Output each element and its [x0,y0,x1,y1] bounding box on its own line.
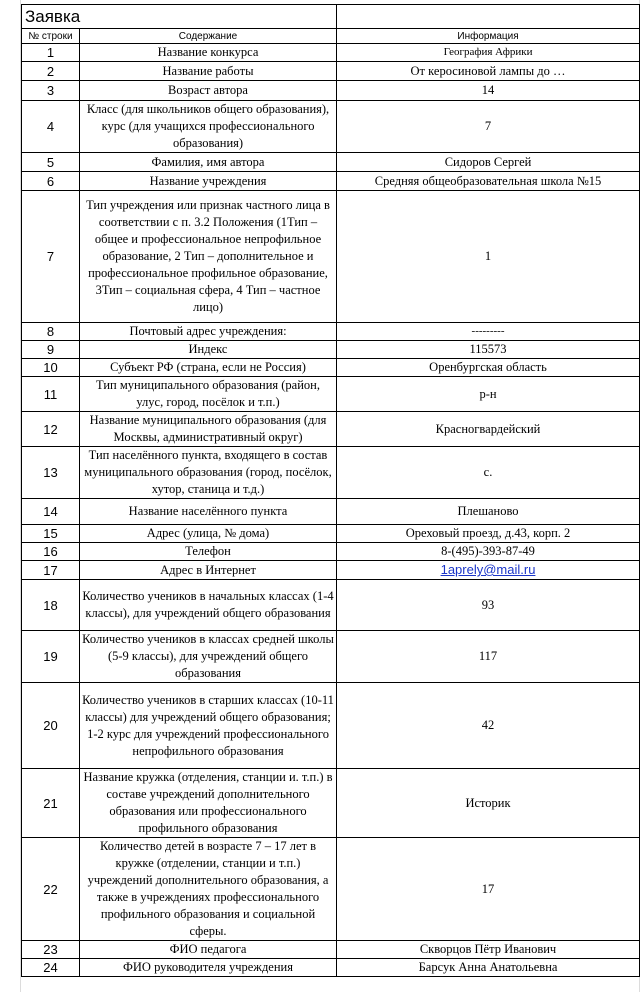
row-content[interactable]: Адрес в Интернет [80,561,337,580]
row-content[interactable]: ФИО руководителя учреждения [80,959,337,977]
row-number[interactable]: 22 [22,838,80,941]
row-number[interactable]: 16 [22,543,80,561]
table-row [22,81,640,101]
row-content[interactable]: Тип населённого пункта, входящего в состав муниципального образования (город, посёлок, хутор, станица и т.д.) [80,447,337,499]
table-row [22,631,640,683]
header-info[interactable]: Информация [337,29,640,44]
header-content[interactable]: Содержание [80,29,337,44]
header-num[interactable]: № строки [22,29,80,44]
table-row [22,341,640,359]
row-info[interactable]: От керосиновой лампы до … [337,62,640,81]
row-number[interactable]: 8 [22,323,80,341]
row-info[interactable]: 42 [337,683,640,769]
row-content[interactable]: Количество детей в возрасте 7 – 17 лет в кружке (отделении, станции и т.п.) учреждений дополнительного образования, а также в учреждениях профессионального профильного образования и социальной сферы. [80,838,337,941]
row-number[interactable]: 3 [22,81,80,101]
table-row [22,323,640,341]
table-row [22,525,640,543]
row-number[interactable]: 2 [22,62,80,81]
row-content[interactable]: Почтовый адрес учреждения: [80,323,337,341]
table-row [22,499,640,525]
row-info[interactable]: 93 [337,580,640,631]
row-content[interactable]: Количество учеников в старших классах (10-11 классы) для учреждений общего образования; 1-2 курс для учреждений профессионального непрофильного образования [80,683,337,769]
row-info[interactable]: Барсук Анна Анатольевна [337,959,640,977]
row-content[interactable]: Количество учеников в начальных классах (1-4 классы), для учреждений общего образования [80,580,337,631]
row-number[interactable]: 14 [22,499,80,525]
row-content[interactable]: Адрес (улица, № дома) [80,525,337,543]
table-row [22,447,640,499]
row-info[interactable]: р-н [337,377,640,412]
row-number[interactable]: 11 [22,377,80,412]
row-info[interactable]: 8-(495)-393-87-49 [337,543,640,561]
row-number[interactable]: 12 [22,412,80,447]
table-row [22,101,640,153]
row-content[interactable]: Субъект РФ (страна, если не Россия) [80,359,337,377]
header-row [22,29,640,44]
row-info[interactable]: Скворцов Пётр Иванович [337,941,640,959]
row-number[interactable]: 21 [22,769,80,838]
table-row [22,838,640,941]
form-title[interactable]: Заявка [22,5,337,29]
row-number[interactable]: 6 [22,172,80,191]
row-info[interactable]: 14 [337,81,640,101]
table-row [22,941,640,959]
table-row [22,377,640,412]
row-content[interactable]: Класс (для школьников общего образования), курс (для учащихся профессионального образования) [80,101,337,153]
row-info[interactable]: 1 [337,191,640,323]
table-row [22,153,640,172]
row-number[interactable]: 23 [22,941,80,959]
row-info[interactable]: Оренбургская область [337,359,640,377]
table-row [22,561,640,580]
table-row [22,191,640,323]
row-content[interactable]: Название конкурса [80,44,337,62]
row-info[interactable]: Средняя общеобразовательная школа №15 [337,172,640,191]
row-info[interactable]: Красногвардейский [337,412,640,447]
row-content[interactable]: Тип муниципального образования (район, улус, город, посёлок и т.п.) [80,377,337,412]
table-row [22,959,640,977]
table-row [22,62,640,81]
row-info[interactable]: 17 [337,838,640,941]
title-row [22,5,640,29]
row-info[interactable]: 115573 [337,341,640,359]
row-content[interactable]: Название учреждения [80,172,337,191]
row-info[interactable]: Историк [337,769,640,838]
table-row [22,543,640,561]
application-form-table [21,4,640,977]
row-number[interactable]: 15 [22,525,80,543]
row-info[interactable]: География Африки [337,44,640,62]
row-info[interactable]: 117 [337,631,640,683]
row-number[interactable]: 10 [22,359,80,377]
table-row [22,359,640,377]
row-info[interactable]: Плешаново [337,499,640,525]
row-content[interactable]: Телефон [80,543,337,561]
table-row [22,44,640,62]
row-content[interactable]: Название работы [80,62,337,81]
table-row [22,412,640,447]
row-number[interactable]: 19 [22,631,80,683]
table-row [22,172,640,191]
row-content[interactable]: Тип учреждения или признак частного лица в соответствии с п. 3.2 Положения (1Тип – общее и профессиональное непрофильное образование, 2 Тип – дополнительное и профессиональное профильное образование, 3Тип – социальная сфера, 4 Тип – частное лицо) [80,191,337,323]
row-number[interactable]: 4 [22,101,80,153]
row-number[interactable]: 20 [22,683,80,769]
row-content[interactable]: Название кружка (отделения, станции и. т.п.) в составе учреждений дополнительного образования или профессионального профильного образования [80,769,337,838]
row-content[interactable]: Индекс [80,341,337,359]
row-info[interactable] [337,561,640,580]
row-info[interactable]: Ореховый проезд, д.43, корп. 2 [337,525,640,543]
row-content[interactable]: Название населённого пункта [80,499,337,525]
table-row [22,683,640,769]
row-info[interactable]: с. [337,447,640,499]
row-number[interactable]: 24 [22,959,80,977]
row-number[interactable]: 17 [22,561,80,580]
row-content[interactable]: ФИО педагога [80,941,337,959]
empty-cell[interactable] [337,5,640,29]
table-row [22,580,640,631]
email-link[interactable]: 1aprely@mail.ru [440,562,536,577]
row-number[interactable]: 18 [22,580,80,631]
row-info[interactable]: 7 [337,101,640,153]
row-number[interactable]: 1 [22,44,80,62]
row-number[interactable]: 13 [22,447,80,499]
row-number[interactable]: 9 [22,341,80,359]
row-content[interactable]: Количество учеников в классах средней школы (5-9 классы), для учреждений общего образования [80,631,337,683]
row-content[interactable]: Возраст автора [80,81,337,101]
row-number[interactable]: 5 [22,153,80,172]
row-number[interactable]: 7 [22,191,80,323]
table-row [22,769,640,838]
row-content[interactable]: Название муниципального образования (для Москвы, административный округ) [80,412,337,447]
row-info[interactable]: --------- [337,323,640,341]
row-content[interactable]: Фамилия, имя автора [80,153,337,172]
row-info[interactable]: Сидоров Сергей [337,153,640,172]
